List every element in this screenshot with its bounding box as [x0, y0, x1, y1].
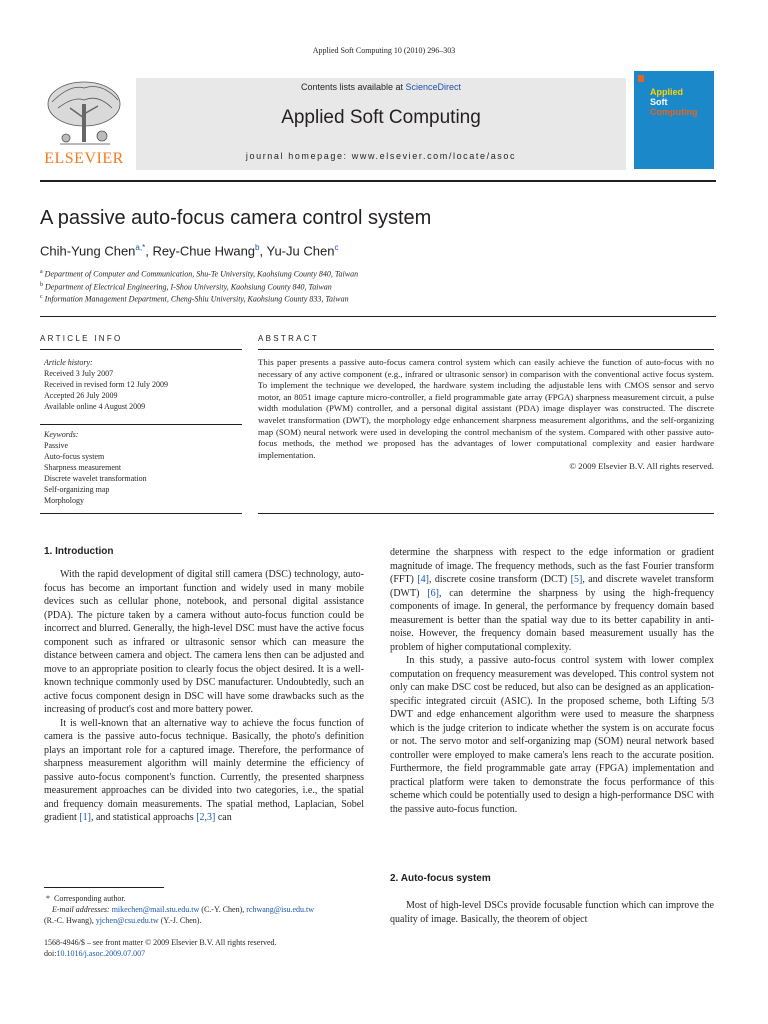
keyword: Discrete wavelet transformation — [44, 474, 147, 483]
email-link[interactable]: rchwang@isu.edu.tw — [246, 905, 315, 914]
paragraph: Most of high-level DSCs provide focusable function which can improve the quality of image. Basically, the theorem of object — [390, 900, 714, 925]
contents-prefix: Contents lists available at — [300, 82, 406, 92]
paragraph-text: , discrete cosine transform (DCT) — [428, 574, 571, 585]
abstract-text: This paper presents a passive auto-focus camera control system which can easily achieve the function of auto-focus with no necessary of any active component (e.g., infrared or ultrasonic sensor) in comparison with the conventional active focus system. To implement the technique we developed, the hardware system including the adjustable lens with CMOS sensor and servo motor, an 8051 image capture micro-controller, a field programmable gate array (FPGA) sharpness measurement circuit, a pulse width modulation (PWM) controller, and a personal digital assistant (PDA) image displayer was constructed. The discrete wavelet transformation (DWT), the morphology edge enhancement sharpness measurement algorithms, and the self-organizing map (SOM) neural network were used in developing the control mechanism of the system. Compared with other passive auto-focus methods, the method we proposed has the advantages of lower computational complexity and easier hardware implementation. — [258, 357, 714, 460]
paragraph-text: , and discrete wavelet transform (DWT) — [390, 574, 714, 599]
paragraph: In this study, a passive auto-focus control system with lower complex computation on frequency measurement was developed. This control system not only can make DSC cost be reduced, but also can be designed as an application-specific integrated circuit (ASIC). In the proposed scheme, both Lifting 5/3 DWT and edge enhancement algorithm were used to measure the sharpness which is the judge criterion to indicate whether the system is on accurate focus or not. The servo motor and self-organizing map (SOM) neural network based controller were employed to make camera's lens reach to the accurate position. Furthermore, the field programmable gate array (FPGA) implementation and practical platform were taken to demonstrate the focus performance of this scheme which could be potentially used to design a high-performance DSC with the passive auto-focus function. — [390, 655, 714, 815]
abstract-rule — [258, 349, 714, 350]
journal-homepage-line — [136, 151, 626, 161]
email-link[interactable]: mikechen@mail.stu.edu.tw — [111, 905, 200, 914]
author-name: Rey-Chue Hwang — [152, 243, 256, 259]
keyword: Self-organizing map — [44, 485, 110, 494]
elsevier-wordmark: ELSEVIER — [44, 150, 124, 167]
keyword: Sharpness measurement — [44, 463, 122, 472]
author-list — [40, 243, 338, 258]
abstract — [258, 357, 714, 473]
affiliations — [40, 267, 358, 305]
journal-cover-thumbnail — [634, 71, 714, 169]
article-history — [44, 357, 168, 412]
keywords — [44, 429, 147, 506]
info-rule — [40, 513, 242, 514]
keywords-label: Keywords: — [44, 430, 79, 439]
abstract-rule — [258, 513, 714, 514]
doi-link[interactable]: 10.1016/j.asoc.2009.07.007 — [56, 949, 146, 958]
author-separator: , — [259, 243, 267, 259]
cover-title-line2: Soft — [650, 97, 668, 107]
body-column-right — [390, 546, 714, 816]
email-line — [44, 915, 369, 926]
email-owner: (C.-Y. Chen), — [199, 905, 247, 914]
author-affil-mark[interactable]: a,* — [135, 243, 146, 252]
corresponding-text: Corresponding author. — [54, 894, 126, 903]
author-name: Yu-Ju Chen — [266, 243, 335, 259]
affiliation-mark: b — [40, 281, 43, 288]
footnote-asterisk: * — [44, 894, 54, 903]
history-item: Available online 4 August 2009 — [44, 402, 146, 411]
elsevier-tree-icon — [40, 78, 128, 150]
keyword: Passive — [44, 441, 68, 450]
email-line — [44, 904, 369, 915]
affiliation — [40, 292, 358, 305]
section-heading: 1. Introduction — [44, 546, 114, 557]
abstract-copyright: © 2009 Elsevier B.V. All rights reserved. — [569, 461, 714, 472]
citation-link[interactable]: [6] — [427, 587, 439, 599]
footnote — [44, 893, 369, 926]
title-rule — [40, 316, 716, 317]
abstract-heading: ABSTRACT — [258, 334, 320, 343]
cover-title-line1: Applied — [650, 87, 683, 97]
keyword: Auto-focus system — [44, 452, 105, 461]
paragraph — [390, 546, 714, 654]
elsevier-logo — [40, 78, 128, 168]
sciencedirect-link[interactable]: ScienceDirect — [405, 82, 462, 92]
author-name: Chih-Yung Chen — [40, 243, 136, 259]
affiliation-mark: c — [40, 294, 43, 301]
front-matter — [44, 937, 277, 959]
affiliation-text: Department of Electrical Engineering, I-Shou University, Kaohsiung County 840, Taiwan — [45, 282, 332, 292]
email-owner: (Y.-J. Chen). — [158, 916, 202, 925]
affiliation — [40, 280, 358, 293]
email-owner: (R.-C. Hwang), — [44, 916, 96, 925]
affiliation-mark: a — [40, 269, 43, 275]
journal-citation: Applied Soft Computing 10 (2010) 296–303 — [312, 46, 456, 55]
homepage-url[interactable]: www.elsevier.com/locate/asoc — [351, 151, 517, 161]
affiliation-text: Information Management Department, Cheng-Shiu University, Kaohsiung County 833, Taiwan — [44, 294, 349, 304]
homepage-prefix: journal homepage: — [245, 151, 352, 161]
section-heading: 2. Auto-focus system — [390, 873, 491, 884]
citation-link[interactable]: [4] — [417, 574, 429, 585]
paragraph: With the rapid development of digital still camera (DSC) technology, auto-focus has become an important function and widely used in many mobile devices such as cellular phone, notebook, and personal digital assistance (PDA). The picture taken by a camera without auto-focus function could be incorrect and blurred. Generally, the high-level DSC must have the active focus component such as infrared or ultrasonic sensor which can measure the distance between camera and object. The camera lens then can be adjusted and move to an appropriate position to clearly focus the object desired. It is a well-known technique commonly used by DSC manufacturer. Undoubtedly, such an active focus component design in DSC will have some drawbacks such as the increasing of product's cost and more battery power. — [44, 569, 364, 715]
affiliation — [40, 267, 358, 280]
paragraph — [44, 717, 364, 825]
citation-link[interactable]: [5] — [570, 574, 583, 585]
body-column-left — [44, 568, 364, 825]
paragraph-text: determine the sharpness with respect to the edge information or gradient magnitude of image. The frequency methods, such as the fast Fourier transform (FFT) — [390, 547, 714, 585]
paragraph-text: can — [215, 812, 232, 823]
paragraph-text: , can determine the sharpness by using the high-frequency components of image. In general, the performance by frequency domain based measurement is better than the spatial way due to its better capability in anti-noise. However, the frequency domain based measurement usually has the problem of higher computational complexity. — [390, 587, 714, 653]
history-item: Received 3 July 2007 — [44, 369, 114, 378]
author-separator: , — [145, 243, 153, 259]
corresponding-note — [44, 893, 369, 904]
keyword: Morphology — [44, 496, 84, 505]
article-info-heading: ARTICLE INFO — [40, 334, 123, 343]
history-label: Article history: — [44, 358, 93, 367]
header-rule — [40, 180, 716, 182]
doi-line — [44, 948, 277, 959]
cover-mark-icon — [638, 75, 644, 82]
author-affil-mark[interactable]: c — [334, 243, 339, 252]
info-rule — [40, 424, 242, 425]
paragraph-text: , and statistical approachs — [90, 812, 197, 823]
email-link[interactable]: yjchen@csu.edu.tw — [95, 916, 159, 925]
footnote-rule — [44, 887, 164, 888]
body-column-right-continued — [390, 899, 714, 926]
affiliation-text: Department of Computer and Communication, Shu-Te University, Kaohsiung County 840, Taiwan — [44, 269, 359, 279]
citation-link[interactable]: [1] — [79, 812, 91, 823]
email-label: E-mail addresses: — [52, 905, 112, 914]
contents-line — [136, 82, 626, 92]
article-title: A passive auto-focus camera control system — [40, 207, 432, 229]
cover-title-line3: Computing — [650, 107, 698, 117]
history-item: Accepted 26 July 2009 — [44, 391, 118, 400]
author-affil-mark[interactable]: b — [255, 243, 260, 252]
citation-link[interactable]: [2,3] — [196, 812, 216, 823]
issn-line: 1568-4946/$ – see front matter © 2009 Elsevier B.V. All rights reserved. — [44, 938, 277, 947]
paragraph-text: It is well-known that an alternative way to achieve the focus function of camera is the passive auto-focus technique. Basically, the photo's definition plays an important role for a captured image. Therefore, the performance of sharpness measurement algorithm will mainly determine the efficiency of passive auto-focus component's function. Currently, the presented sharpness measurement approaches can be divided into two categories, i.e., the spatial and frequency domain measurements. The spatial method, Laplacian, Sobel gradient — [44, 717, 364, 823]
journal-name: Applied Soft Computing — [281, 107, 481, 128]
info-rule — [40, 349, 242, 350]
doi-label: doi: — [44, 949, 57, 958]
history-item: Received in revised form 12 July 2009 — [44, 380, 168, 389]
